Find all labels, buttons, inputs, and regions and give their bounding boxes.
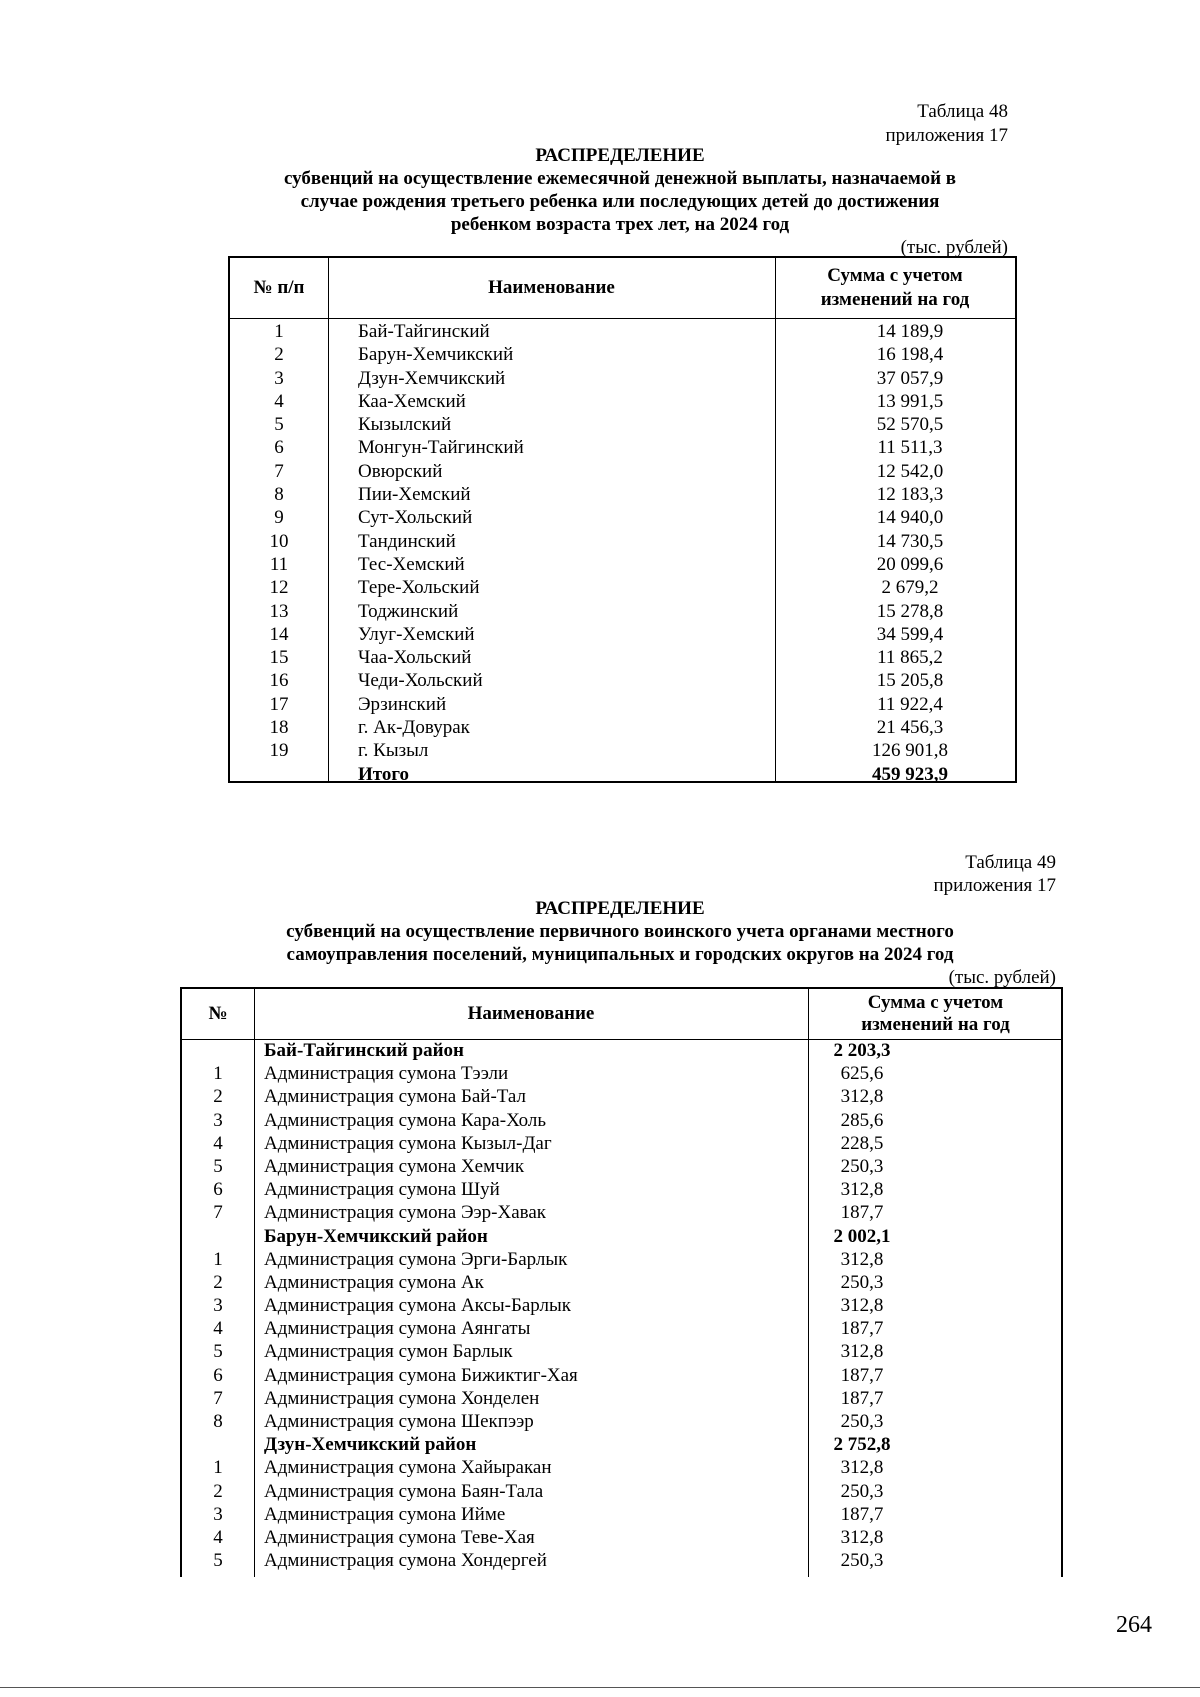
- row-name: Администрация сумона Аянгаты: [264, 1318, 531, 1340]
- row-name: Кызылский: [358, 414, 452, 436]
- table-row: [182, 1178, 1061, 1201]
- row-value: 15 205,8: [876, 670, 944, 692]
- row-name: Администрация сумона Аксы-Барлык: [264, 1295, 572, 1317]
- table49-caption-line2: приложения 17: [933, 875, 1056, 896]
- row-name: Администрация сумона Теве-Хая: [264, 1526, 535, 1548]
- row-number: 14: [269, 623, 289, 645]
- row-number: 16: [269, 670, 289, 692]
- row-number: 12: [269, 577, 289, 599]
- table48-body: [230, 320, 1015, 786]
- row-value: 285,6: [840, 1109, 884, 1131]
- table-row: [182, 1248, 1061, 1271]
- table49-group-row: [182, 1225, 1061, 1248]
- row-name: Администрация сумона Кара-Холь: [264, 1109, 546, 1131]
- row-number: 15: [269, 647, 289, 669]
- row-name: Администрация сумона Хемчик: [264, 1155, 525, 1177]
- table-row: [182, 1503, 1061, 1526]
- row-number: 8: [213, 1411, 223, 1432]
- row-value: 250,3: [840, 1480, 884, 1502]
- row-number: 13: [269, 600, 289, 622]
- table-row: [182, 1387, 1061, 1410]
- row-name: Чеди-Хольский: [358, 670, 483, 692]
- row-number: 1: [213, 1063, 223, 1085]
- table-row: [230, 646, 1015, 669]
- row-number: 2: [213, 1086, 223, 1108]
- row-name: Улуг-Хемский: [358, 623, 475, 645]
- table48-header-sum: [775, 258, 1015, 318]
- row-number: 3: [213, 1503, 223, 1525]
- table48-header-sum-line2: изменений на год: [820, 289, 970, 310]
- table-row: [182, 1526, 1061, 1549]
- row-value: 12 542,0: [876, 460, 944, 482]
- table49-title: РАСПРЕДЕЛЕНИЕ: [535, 898, 705, 919]
- table-row: [230, 693, 1015, 716]
- table-row: [230, 576, 1015, 599]
- table49-subtitle-line1: субвенций на осуществление первичного воинского учета органами местного: [286, 921, 954, 942]
- table48-header-num: № п/п: [253, 277, 305, 298]
- row-name: Администрация сумона Шекпээр: [264, 1411, 534, 1432]
- row-number: 5: [213, 1155, 223, 1177]
- row-name: Барун-Хемчикский: [358, 344, 514, 366]
- table-row: [230, 436, 1015, 459]
- row-value: 11 865,2: [877, 647, 943, 669]
- row-name: Администрация сумона Ээр-Хавак: [264, 1202, 547, 1224]
- row-value: 126 901,8: [872, 740, 948, 762]
- row-value: 228,5: [840, 1132, 884, 1154]
- table-row: [182, 1549, 1061, 1572]
- row-value: 312,8: [840, 1526, 884, 1548]
- table48-units: (тыс. рублей): [900, 237, 1008, 258]
- table49-group-row: [182, 1039, 1061, 1062]
- row-value: 312,8: [840, 1457, 884, 1479]
- row-number: 7: [274, 460, 284, 482]
- table-row: [230, 343, 1015, 366]
- row-value: 312,8: [840, 1341, 884, 1363]
- row-number: 4: [213, 1526, 223, 1548]
- row-name: Администрация сумона Хондергей: [264, 1550, 547, 1572]
- row-value: 14 940,0: [876, 507, 944, 529]
- row-number: 8: [274, 484, 284, 506]
- table49-header-name: Наименование: [467, 1003, 595, 1024]
- row-name: Эрзинский: [358, 693, 447, 715]
- table49-units: (тыс. рублей): [948, 967, 1056, 988]
- table-row: [182, 1062, 1061, 1085]
- row-name: Администрация сумон Барлык: [264, 1341, 513, 1363]
- row-value: 13 991,5: [876, 390, 944, 412]
- row-number: 5: [213, 1550, 223, 1572]
- bottom-rule: [0, 1687, 1200, 1688]
- row-name: Каа-Хемский: [358, 390, 466, 412]
- table-row: [182, 1085, 1061, 1108]
- row-number: 2: [274, 344, 284, 366]
- row-value: 52 570,5: [876, 414, 944, 436]
- row-name: Администрация сумона Тээли: [264, 1063, 509, 1085]
- table-row: [182, 1456, 1061, 1479]
- row-value: 12 183,3: [876, 484, 944, 506]
- row-number: 1: [274, 321, 284, 342]
- row-number: 6: [274, 437, 284, 459]
- row-value: 11 511,3: [877, 437, 943, 459]
- row-name: Чаа-Хольский: [358, 647, 472, 669]
- row-value: 312,8: [840, 1248, 884, 1270]
- row-value: 2 679,2: [881, 577, 939, 599]
- table-row: [182, 1155, 1061, 1178]
- row-name: Администрация сумона Баян-Тала: [264, 1480, 544, 1502]
- row-number: 2: [213, 1271, 223, 1293]
- table49-body: [182, 1039, 1061, 1572]
- row-value: 250,3: [840, 1550, 884, 1572]
- table-row: [182, 1364, 1061, 1387]
- row-value: 16 198,4: [876, 344, 944, 366]
- row-number: 1: [213, 1248, 223, 1270]
- row-value: 15 278,8: [876, 600, 944, 622]
- table49-header-sum: [808, 989, 1063, 1039]
- row-number: 5: [274, 414, 284, 436]
- row-value: 14 730,5: [876, 530, 944, 552]
- row-value: 459 923,9: [872, 763, 948, 785]
- table48-subtitle-line1: субвенций на осуществление ежемесячной денежной выплаты, назначаемой в: [283, 168, 957, 189]
- table-row: [182, 1201, 1061, 1224]
- table-row: [230, 669, 1015, 692]
- row-number: 3: [213, 1295, 223, 1317]
- table49-header-sum-line1: Сумма с учетом: [867, 992, 1004, 1013]
- table-row: [230, 390, 1015, 413]
- row-name: Овюрский: [358, 460, 443, 482]
- row-name: Дзун-Хемчикский: [358, 367, 506, 389]
- row-value: 187,7: [840, 1387, 884, 1409]
- row-number: 6: [213, 1179, 223, 1201]
- row-name: Администрация сумона Ийме: [264, 1503, 506, 1525]
- row-name: Администрация сумона Кызыл-Даг: [264, 1132, 552, 1154]
- table-row: [230, 553, 1015, 576]
- row-number: 1: [213, 1457, 223, 1479]
- table-row: [230, 483, 1015, 506]
- table48-caption-line2: приложения 17: [885, 125, 1008, 146]
- table48-header-sum-line1: Сумма с учетом: [827, 265, 963, 286]
- table48-caption-line1: Таблица 48: [917, 101, 1008, 122]
- row-value: 625,6: [840, 1063, 884, 1085]
- table-row: [230, 600, 1015, 623]
- row-name: Пии-Хемский: [358, 484, 471, 506]
- row-name: Администрация сумона Эрги-Барлык: [264, 1248, 568, 1270]
- row-value: 250,3: [840, 1411, 884, 1432]
- row-number: 10: [269, 530, 289, 552]
- row-value: 2 203,3: [833, 1040, 891, 1061]
- row-value: 312,8: [840, 1086, 884, 1108]
- row-name: Тере-Хольский: [358, 577, 480, 599]
- row-value: 187,7: [840, 1202, 884, 1224]
- row-name: Администрация сумона Ак: [264, 1271, 484, 1293]
- table49-caption-line1: Таблица 49: [965, 852, 1056, 873]
- table48-total-row: [230, 763, 1015, 786]
- row-value: 312,8: [840, 1295, 884, 1317]
- table-row: [230, 367, 1015, 390]
- row-number: 5: [213, 1341, 223, 1363]
- table48-title: РАСПРЕДЕЛЕНИЕ: [535, 145, 705, 166]
- row-name: Барун-Хемчикский район: [264, 1225, 488, 1247]
- row-number: 3: [213, 1109, 223, 1131]
- table48-subtitle-line2: случае рождения третьего ребенка или последующих детей до достижения: [300, 191, 940, 212]
- row-value: 14 189,9: [876, 321, 944, 342]
- row-number: 17: [269, 693, 289, 715]
- row-number: 19: [269, 740, 289, 762]
- row-name: Администрация сумона Хайыракан: [264, 1457, 552, 1479]
- row-value: 37 057,9: [876, 367, 944, 389]
- row-number: 7: [213, 1387, 223, 1409]
- table-row: [230, 460, 1015, 483]
- row-number: 4: [274, 390, 284, 412]
- table49-group-row: [182, 1433, 1061, 1456]
- row-value: 2 752,8: [833, 1434, 891, 1456]
- table-row: [230, 530, 1015, 553]
- table-row: [182, 1271, 1061, 1294]
- table-row: [182, 1294, 1061, 1317]
- table-row: [230, 413, 1015, 436]
- table-row: [230, 320, 1015, 343]
- table-row: [230, 623, 1015, 646]
- table-row: [230, 739, 1015, 762]
- row-value: 187,7: [840, 1318, 884, 1340]
- row-number: 9: [274, 507, 284, 529]
- table48-subtitle-line3: ребенком возраста трех лет, на 2024 год: [450, 214, 790, 235]
- row-number: 7: [213, 1202, 223, 1224]
- row-name: Администрация сумона Бай-Тал: [264, 1086, 527, 1108]
- row-name: г. Ак-Довурак: [358, 717, 470, 739]
- row-name: Дзун-Хемчикский район: [264, 1434, 477, 1456]
- row-name: Сут-Хольский: [358, 507, 473, 529]
- row-number: 6: [213, 1364, 223, 1386]
- row-name: Тоджинский: [358, 600, 459, 622]
- row-value: 34 599,4: [876, 623, 944, 645]
- row-name: Бай-Тайгинский район: [264, 1040, 464, 1061]
- table-row: [182, 1109, 1061, 1132]
- row-number: 4: [213, 1318, 223, 1340]
- row-value: 21 456,3: [876, 717, 944, 739]
- table49: [180, 987, 1063, 1577]
- table-row: [182, 1480, 1061, 1503]
- table49-subtitle-line2: самоуправления поселений, муниципальных и городских округов на 2024 год: [286, 944, 954, 965]
- table-row: [182, 1317, 1061, 1340]
- row-name: Администрация сумона Хонделен: [264, 1387, 540, 1409]
- table-row: [230, 716, 1015, 739]
- table-row: [182, 1340, 1061, 1363]
- row-name: Итого: [358, 763, 410, 785]
- row-number: 2: [213, 1480, 223, 1502]
- row-name: Администрация сумона Бижиктиг-Хая: [264, 1364, 578, 1386]
- row-name: Тес-Хемский: [358, 553, 465, 575]
- row-value: 312,8: [840, 1179, 884, 1201]
- row-number: 4: [213, 1132, 223, 1154]
- row-name: Бай-Тайгинский: [358, 321, 490, 342]
- row-number: 3: [274, 367, 284, 389]
- row-name: г. Кызыл: [358, 740, 429, 762]
- row-name: Монгун-Тайгинский: [358, 437, 524, 459]
- row-number: 11: [269, 553, 289, 575]
- row-number: 18: [269, 717, 289, 739]
- table48: [228, 256, 1017, 783]
- row-name: Тандинский: [358, 530, 456, 552]
- table-row: [182, 1132, 1061, 1155]
- table48-header-name: Наименование: [488, 277, 615, 298]
- row-value: 2 002,1: [833, 1225, 891, 1247]
- row-value: 250,3: [840, 1271, 884, 1293]
- row-value: 20 099,6: [876, 553, 944, 575]
- row-value: 187,7: [840, 1364, 884, 1386]
- page-number: 264: [1116, 1612, 1152, 1638]
- table49-header-sum-line2: изменений на год: [861, 1014, 1010, 1035]
- row-value: 187,7: [840, 1503, 884, 1525]
- table-row: [182, 1410, 1061, 1433]
- row-name: Администрация сумона Шуй: [264, 1179, 500, 1201]
- table-row: [230, 506, 1015, 529]
- row-value: 250,3: [840, 1155, 884, 1177]
- row-value: 11 922,4: [877, 693, 943, 715]
- table49-header-num: №: [208, 1003, 228, 1024]
